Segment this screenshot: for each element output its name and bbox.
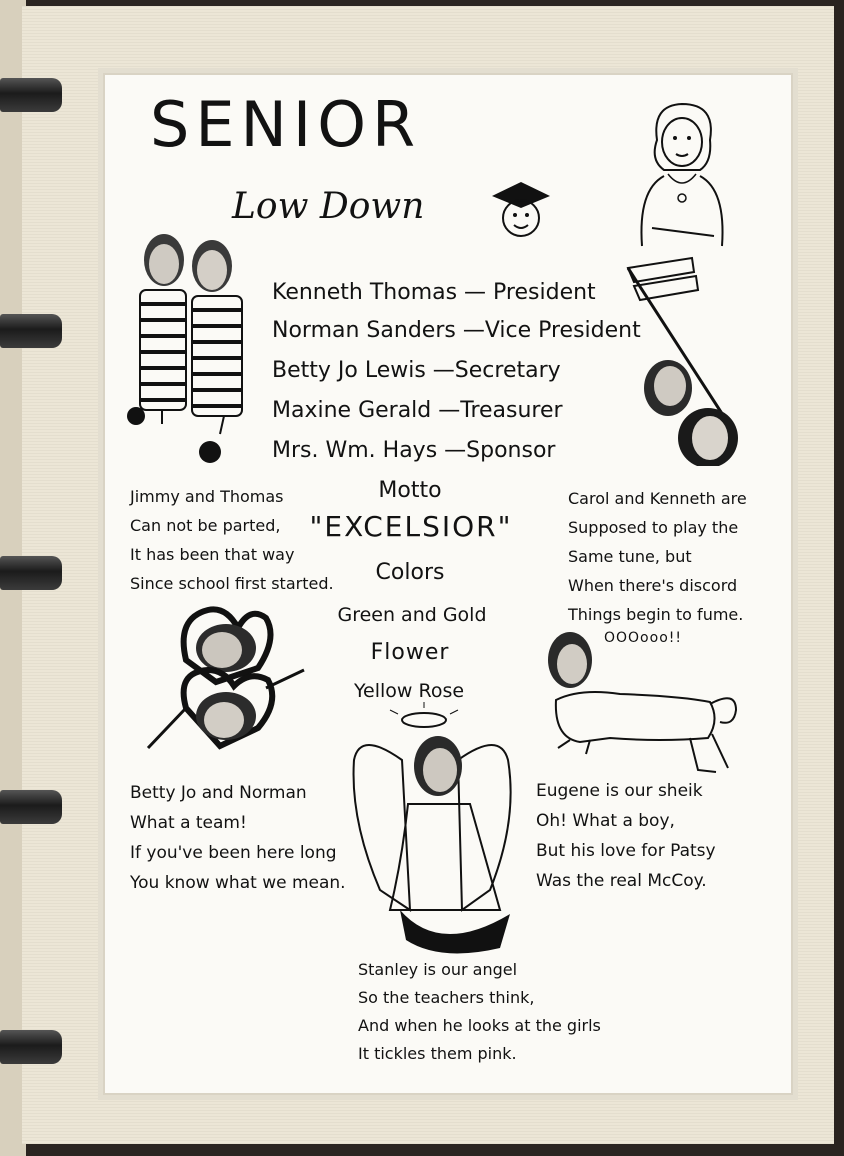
officer-treasurer: Maxine Gerald —Treasurer [272,398,563,423]
verse-line: Since school first started. [130,574,334,593]
colors-text: Green and Gold [337,604,487,626]
verse-line: Jimmy and Thomas [130,487,284,506]
binder-ring [0,78,62,112]
page-title: SENIOR [150,88,422,161]
verse-line: Betty Jo and Norman [130,783,307,803]
verse-line: But his love for Patsy [536,841,716,861]
verse-line: It has been that way [130,545,295,564]
verse-line: Stanley is our angel [358,960,518,979]
colors-label: Colors [375,560,445,585]
verse-line: If you've been here long [130,843,337,863]
verse-line: And when he looks at the girls [358,1016,601,1035]
verse-jimmy-thomas [130,482,360,598]
motto-label: Motto [378,478,442,503]
verse-line: Carol and Kenneth are [568,489,747,508]
verse-line: Can not be parted, [130,516,281,535]
motto-text: "EXCELSIOR" [309,510,513,543]
flower-label: Flower [370,640,450,665]
verse-line: Same tune, but [568,547,692,566]
pennant-sketch [622,256,752,466]
flower-text: Yellow Rose [353,680,465,702]
verse-betty-norman [130,778,370,898]
officer-sponsor: Mrs. Wm. Hays —Sponsor [272,438,556,463]
graduate-face-sketch [488,176,554,242]
verse-line: Supposed to play the [568,518,739,537]
binder-ring [0,314,62,348]
prisoners-sketch [124,224,264,464]
officer-secretary: Betty Jo Lewis —Secretary [272,358,561,383]
verse-line: Was the real McCoy. [536,871,707,891]
angel-sketch [350,700,530,960]
officer-president: Kenneth Thomas — President [272,280,596,305]
verse-eugene [536,776,766,896]
dachshund-sketch [540,630,750,790]
officer-vice-president: Norman Sanders —Vice President [272,318,641,343]
verse-stanley [358,956,628,1068]
dog-exclamation: OOOooo!! [604,630,682,646]
verse-line: So the teachers think, [358,988,535,1007]
verse-line: Things begin to fume. [568,605,744,624]
binder-ring [0,1030,62,1064]
verse-line: Eugene is our sheik [536,781,703,801]
girl-sketch [632,100,732,250]
verse-line: It tickles them pink. [358,1044,517,1063]
verse-line: Oh! What a boy, [536,811,675,831]
verse-line: When there's discord [568,576,738,595]
binder-ring [0,790,62,824]
verse-carol-kenneth [568,484,768,629]
verse-line: What a team! [130,813,247,833]
hearts-sketch [146,598,306,758]
page-subtitle: Low Down [232,186,425,227]
binder-ring [0,556,62,590]
verse-line: You know what we mean. [130,873,346,893]
